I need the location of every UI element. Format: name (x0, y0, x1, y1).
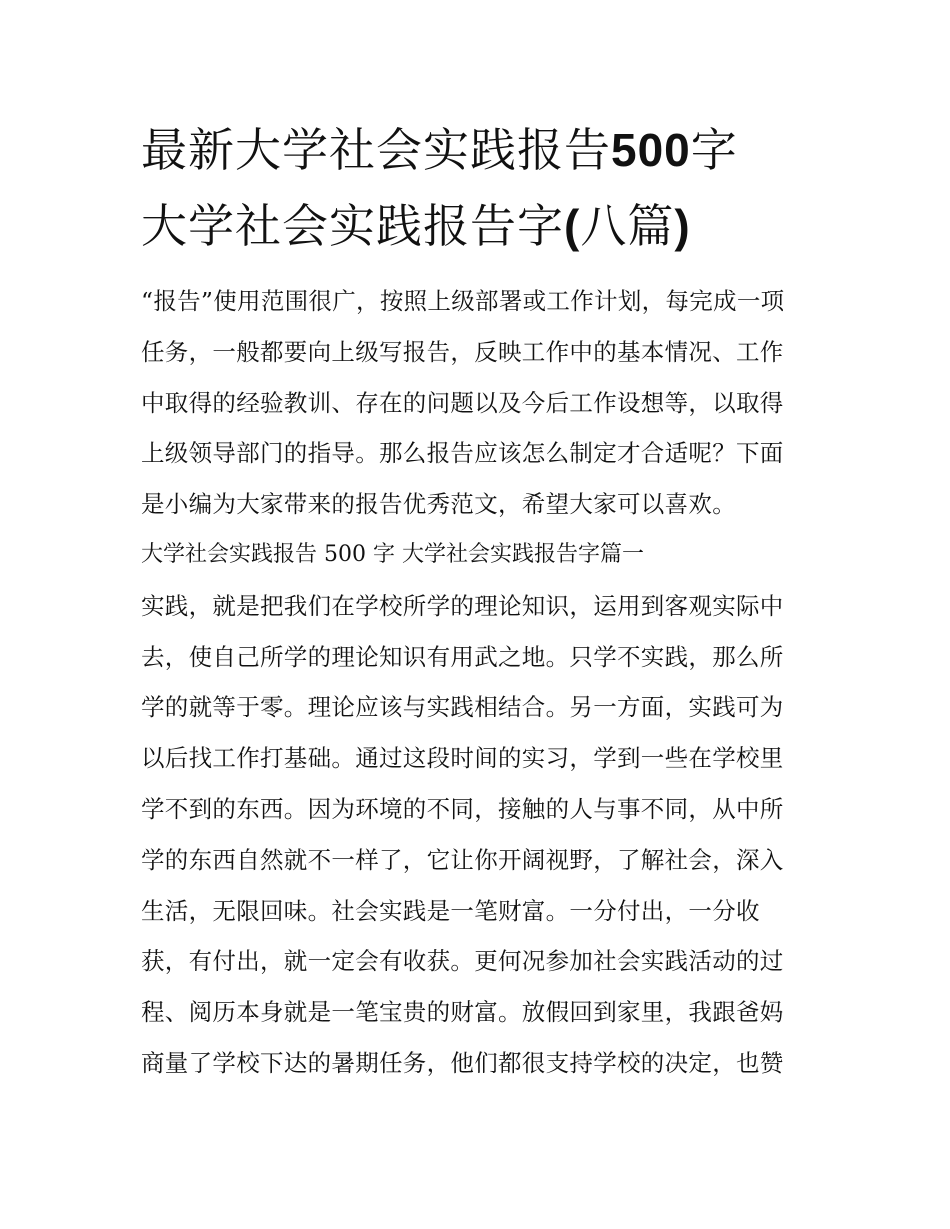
text-line: 商量了学校下达的暑期任务，他们都很支持学校的决定，也赞 (141, 1048, 784, 1077)
document-body (141, 276, 821, 1089)
text-line: 程、阅历本身就是一笔宝贵的财富。放假回到家里，我跟爸妈 (141, 998, 784, 1027)
section-heading: 大学社会实践报告 500 字 大学社会实践报告字篇一 (141, 541, 644, 567)
text-line: 生活，无限回味。社会实践是一笔财富。一分付出，一分收 (141, 896, 760, 925)
intro-paragraph (141, 276, 821, 530)
text-line: 是小编为大家带来的报告优秀范文，希望大家可以喜欢。 (141, 490, 736, 519)
text-line: 任务，一般都要向上级写报告，反映工作中的基本情况、工作 (141, 337, 784, 366)
title-line-1: 最新大学社会实践报告500字 (141, 123, 738, 177)
section-paragraph (141, 581, 821, 1089)
text-line: 上级领导部门的指导。那么报告应该怎么制定才合适呢？下面 (141, 439, 784, 468)
text-line: 学不到的东西。因为环境的不同，接触的人与事不同，从中所 (141, 794, 784, 823)
text-line: 学的东西自然就不一样了，它让你开阔视野，了解社会，深入 (141, 845, 784, 874)
text-line: “报告”使用范围很广，按照上级部署或工作计划，每完成一项 (141, 287, 785, 315)
title-line-2: 大学社会实践报告字(八篇) (141, 199, 691, 253)
document-title (141, 112, 841, 264)
text-line: 获，有付出，就一定会有收获。更何况参加社会实践活动的过 (141, 947, 784, 976)
text-line: 实践，就是把我们在学校所学的理论知识，运用到客观实际中 (141, 591, 784, 620)
text-line: 学的就等于零。理论应该与实践相结合。另一方面，实践可为 (141, 693, 784, 722)
text-line: 去，使自己所学的理论知识有用武之地。只学不实践，那么所 (141, 642, 784, 671)
text-line: 以后找工作打基础。通过这段时间的实习，学到一些在学校里 (141, 744, 784, 773)
text-line: 中取得的经验教训、存在的问题以及今后工作设想等，以取得 (141, 388, 784, 417)
